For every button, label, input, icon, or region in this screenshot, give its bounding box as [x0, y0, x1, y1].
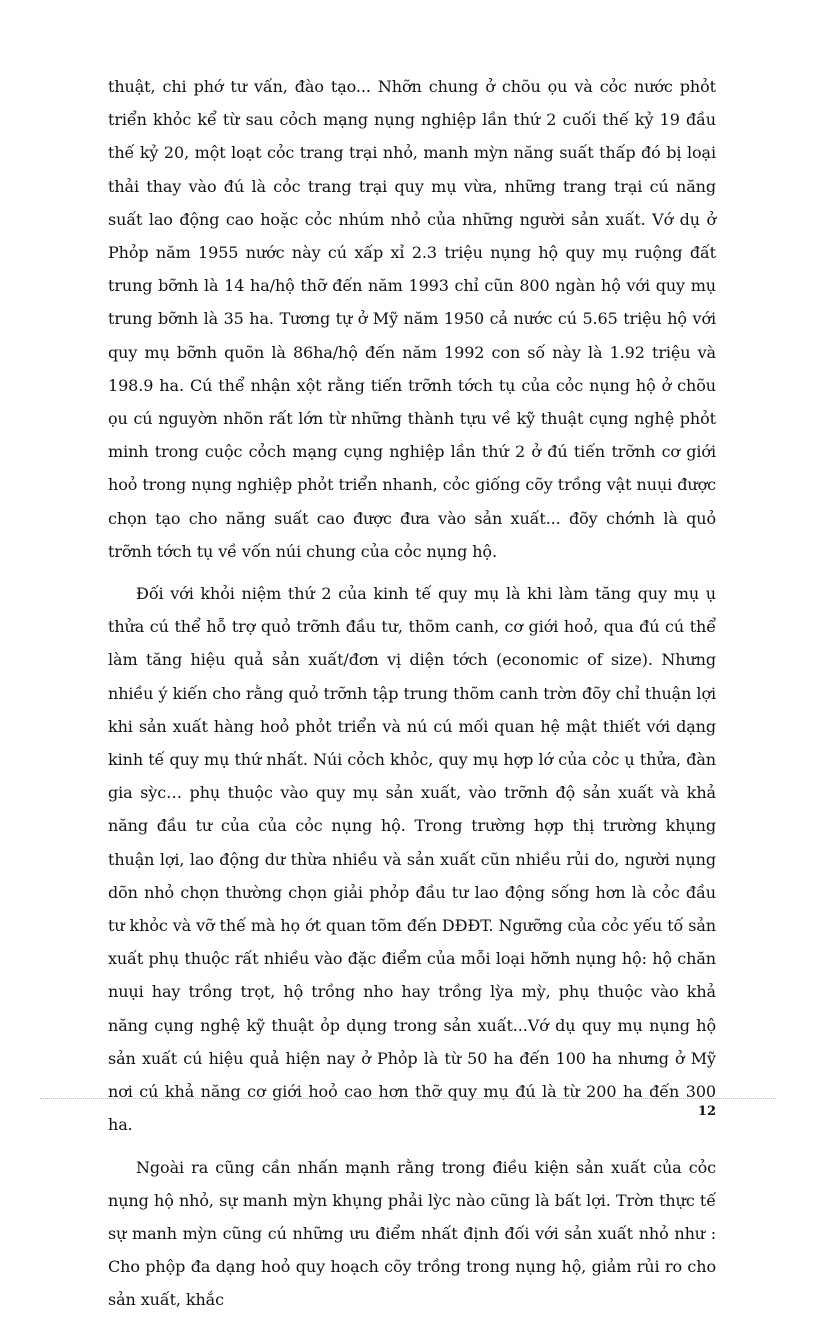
body-text	[108, 70, 716, 1317]
page-number: 12	[697, 1104, 716, 1119]
paragraph-2: Đối với khỏi niệm thứ 2 của kinh tế quy mụ là khi làm tăng quy mụ ụ thửa cú thể hỗ trợ quỏ trỡnh đầu tư, thõm canh, cơ giới hoỏ, qua đú cú thể làm tăng hiệu quả sản xuất/đơn vị diện tớch (economic of size). Nhưng nhiều ý kiến cho rằng quỏ trỡnh tập trung thõm canh trờn đõy chỉ thuận lợi khi sản xuất hàng hoỏ phỏt triển và nú cú mối quan hệ mật thiết với dạng kinh tế quy mụ thứ nhất. Núi cỏch khỏc, quy mụ hợp lớ của cỏc ụ thửa, đàn gia sỳc… phụ thuộc vào quy mụ sản xuất, vào trỡnh độ sản xuất và khả năng đầu tư của của cỏc nụng hộ. Trong trường hợp thị trường khụng thuận lợi, lao động dư thừa nhiều và sản xuất cũn nhiều rủi do, người nụng dõn nhỏ chọn thường chọn giải phỏp đầu tư lao động sống hơn là cỏc đầu tư khỏc và vỡ thế mà họ ớt quan tõm đến DĐĐT. Ngưỡng của cỏc yếu tố sản xuất phụ thuộc rất nhiều vào đặc điểm của mỗi loại hỡnh nụng hộ: hộ chăn nuụi hay trồng trọt, hộ trồng nho hay trồng lỳa mỳ, phụ thuộc vào khả năng cụng nghệ kỹ thuật ỏp dụng trong sản xuất...Vớ dụ quy mụ nụng hộ sản xuất cú hiệu quả hiện nay ở Phỏp là từ 50 ha đến 100 ha nhưng ở Mỹ nơi cú khả năng cơ giới hoỏ cao hơn thỡ quy mụ đú là từ 200 ha đến 300 ha.	[108, 584, 716, 1135]
paragraph-3: Ngoài ra cũng cần nhấn mạnh rằng trong điều kiện sản xuất của cỏc nụng hộ nhỏ, sự manh mỳn khụng phải lỳc nào cũng là bất lợi. Trờn thực tế sự manh mỳn cũng cú những ưu điểm nhất định đối với sản xuất nhỏ như : Cho phộp đa dạng hoỏ quy hoạch cõy trồng trong nụng hộ, giảm rủi ro cho sản xuất, khắc	[108, 1157, 716, 1310]
paragraph-1: thuật, chi phớ tư vấn, đào tạo... Nhỡn chung ở chõu ọu và cỏc nước phỏt triển khỏc kể từ sau cỏch mạng nụng nghiệp lần thứ 2 cuối thế kỷ 19 đầu thế kỷ 20, một loạt cỏc trang trại nhỏ, manh mỳn năng suất thấp đó bị loại thải thay vào đú là cỏc trang trại quy mụ vừa, những trang trại cú năng suất lao động cao hoặc cỏc nhúm nhỏ của những người sản xuất. Vớ dụ ở Phỏp năm 1955 nước này cú xấp xỉ 2.3 triệu nụng hộ quy mụ ruộng đất trung bỡnh là 14 ha/hộ thỡ đến năm 1993 chỉ cũn 800 ngàn hộ với quy mụ trung bỡnh là 35 ha. Tương tự ở Mỹ năm 1950 cả nước cú 5.65 triệu hộ với quy mụ bỡnh quõn là 86ha/hộ đến năm 1992 con số này là 1.92 triệu và 198.9 ha. Cú thể nhận xột rằng tiến trỡnh tớch tụ của cỏc nụng hộ ở chõu ọu cú nguyờn nhõn rất lớn từ những thành tựu về kỹ thuật cụng nghệ phỏt minh trong cuộc cỏch mạng cụng nghiệp lần thứ 2 ở đú tiến trỡnh cơ giới hoỏ trong nụng nghiệp phỏt triển nhanh, cỏc giống cõy trồng vật nuụi được chọn tạo cho năng suất cao được đưa vào sản xuất... đõy chớnh là quỏ trỡnh tớch tụ về vốn núi chung của cỏc nụng hộ.	[108, 77, 716, 561]
footer-divider	[40, 1098, 776, 1099]
